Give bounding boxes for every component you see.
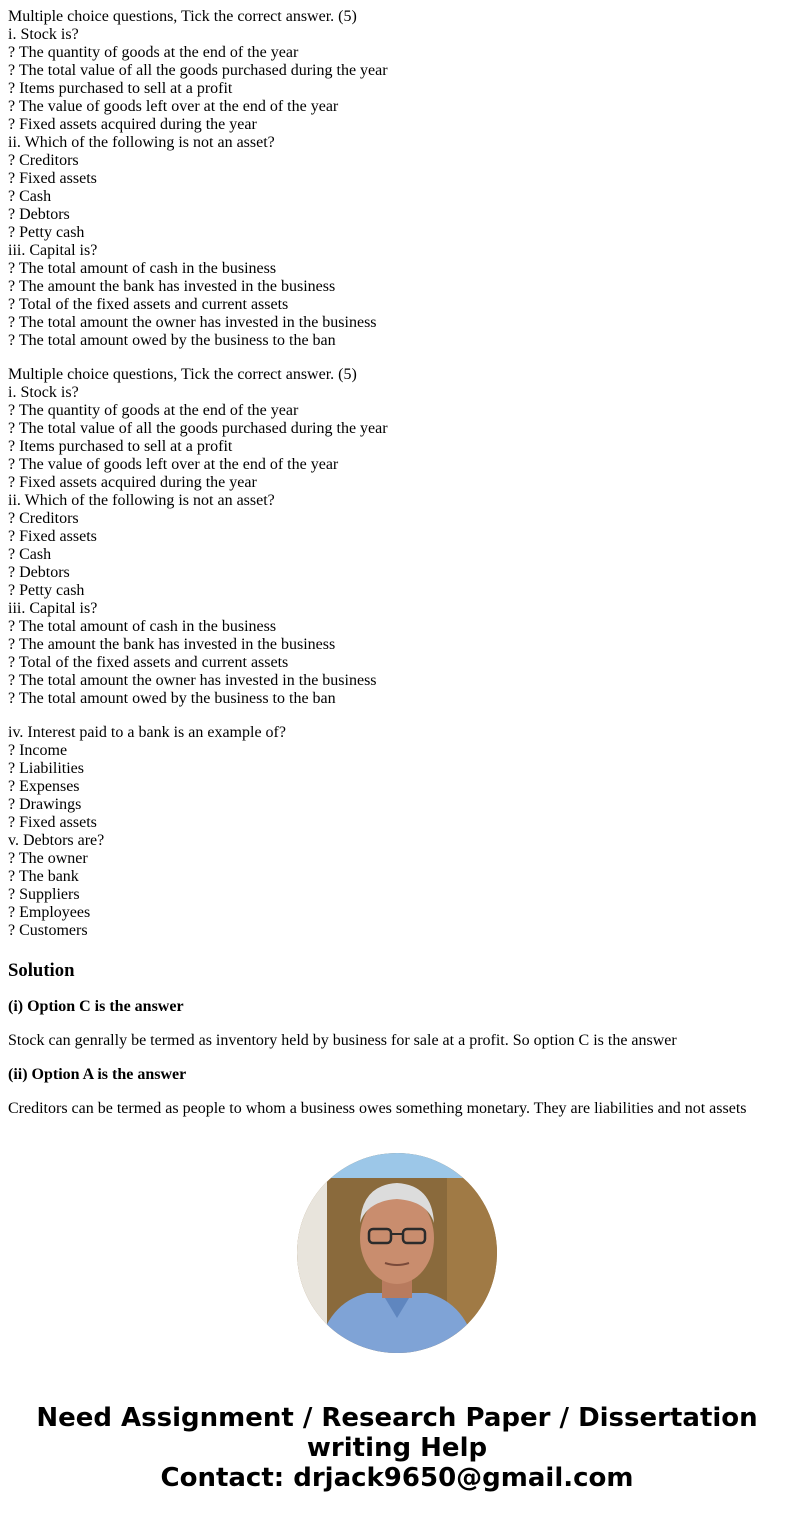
question-line: ? The total value of all the goods purchased during the year — [8, 420, 388, 437]
question-line: ? Items purchased to sell at a profit — [8, 438, 233, 455]
question-line: ? Items purchased to sell at a profit — [8, 80, 233, 97]
answer-heading-2: (ii) Option A is the answer — [8, 1066, 187, 1083]
question-line: ? Total of the fixed assets and current assets — [8, 654, 289, 671]
question-block-1 — [8, 8, 786, 350]
answer-text-2: Creditors can be termed as people to whom a business owes something monetary. They are liabilities and not assets — [8, 1100, 747, 1117]
question-line: ? The bank — [8, 868, 79, 885]
question-line: ? Cash — [8, 546, 52, 563]
question-text: Multiple choice questions, Tick the correct answer. (5) — [8, 366, 357, 383]
question-line: ? Total of the fixed assets and current assets — [8, 296, 289, 313]
question-line: ? The total amount owed by the business to the ban — [8, 332, 336, 349]
question-line: ? Fixed assets acquired during the year — [8, 474, 257, 491]
question-line: ? Fixed assets acquired during the year — [8, 116, 257, 133]
question-line: ? The total value of all the goods purchased during the year — [8, 62, 388, 79]
promo-line-2: writing Help — [306, 1433, 488, 1463]
question-line: ? Debtors — [8, 206, 70, 223]
question-line: ? Income — [8, 742, 68, 759]
question-line: ? Debtors — [8, 564, 70, 581]
solution-title: Solution — [8, 960, 75, 981]
avatar — [297, 1153, 497, 1353]
question-line: ? Fixed assets — [8, 528, 97, 545]
question-line: iii. Capital is? — [8, 242, 98, 259]
question-text: Multiple choice questions, Tick the correct answer. (5) — [8, 8, 357, 25]
question-line: ? Creditors — [8, 510, 79, 527]
question-line: ? The total amount owed by the business to the ban — [8, 690, 336, 707]
question-line: i. Stock is? — [8, 26, 79, 43]
question-line: ? The quantity of goods at the end of the year — [8, 44, 299, 61]
question-line: ? Fixed assets — [8, 814, 97, 831]
question-line: ? Liabilities — [8, 760, 84, 777]
question-line: ? Suppliers — [8, 886, 80, 903]
question-line: ? Drawings — [8, 796, 82, 813]
answer-text-1: Stock can genrally be termed as inventory held by business for sale at a profit. So option C is the answer — [8, 1032, 677, 1049]
question-line: ? Petty cash — [8, 224, 85, 241]
question-line: ? The value of goods left over at the end of the year — [8, 98, 339, 115]
promo-line-1: Need Assignment / Research Paper / Dissertation — [36, 1403, 758, 1433]
question-line: ? The owner — [8, 850, 88, 867]
question-line: ? Expenses — [8, 778, 80, 795]
question-line: ? The total amount of cash in the business — [8, 260, 277, 277]
avatar-portrait-image — [297, 1153, 497, 1353]
question-line: ? Employees — [8, 904, 91, 921]
question-line: ? Customers — [8, 922, 88, 939]
question-line: ? Fixed assets — [8, 170, 97, 187]
question-line: ? The amount the bank has invested in the business — [8, 278, 336, 295]
question-line: ? The total amount the owner has invested in the business — [8, 314, 377, 331]
answer-heading-1: (i) Option C is the answer — [8, 998, 184, 1015]
question-line: ? The amount the bank has invested in the business — [8, 636, 336, 653]
question-line: ? The total amount the owner has invested in the business — [8, 672, 377, 689]
question-text: iv. Interest paid to a bank is an example of? — [8, 724, 286, 741]
question-line: ? Petty cash — [8, 582, 85, 599]
promo-banner — [0, 1403, 794, 1493]
question-line: i. Stock is? — [8, 384, 79, 401]
question-line: ? Cash — [8, 188, 52, 205]
promo-contact: Contact: drjack9650@gmail.com — [160, 1463, 634, 1493]
question-block-2 — [8, 366, 786, 708]
question-line: ? The total amount of cash in the business — [8, 618, 277, 635]
question-line: ii. Which of the following is not an asset? — [8, 492, 275, 509]
question-line: ? Creditors — [8, 152, 79, 169]
question-line: ? The quantity of goods at the end of the year — [8, 402, 299, 419]
question-block-3 — [8, 724, 786, 940]
question-line: ii. Which of the following is not an asset? — [8, 134, 275, 151]
question-line: v. Debtors are? — [8, 832, 105, 849]
question-line: ? The value of goods left over at the end of the year — [8, 456, 339, 473]
question-line: iii. Capital is? — [8, 600, 98, 617]
